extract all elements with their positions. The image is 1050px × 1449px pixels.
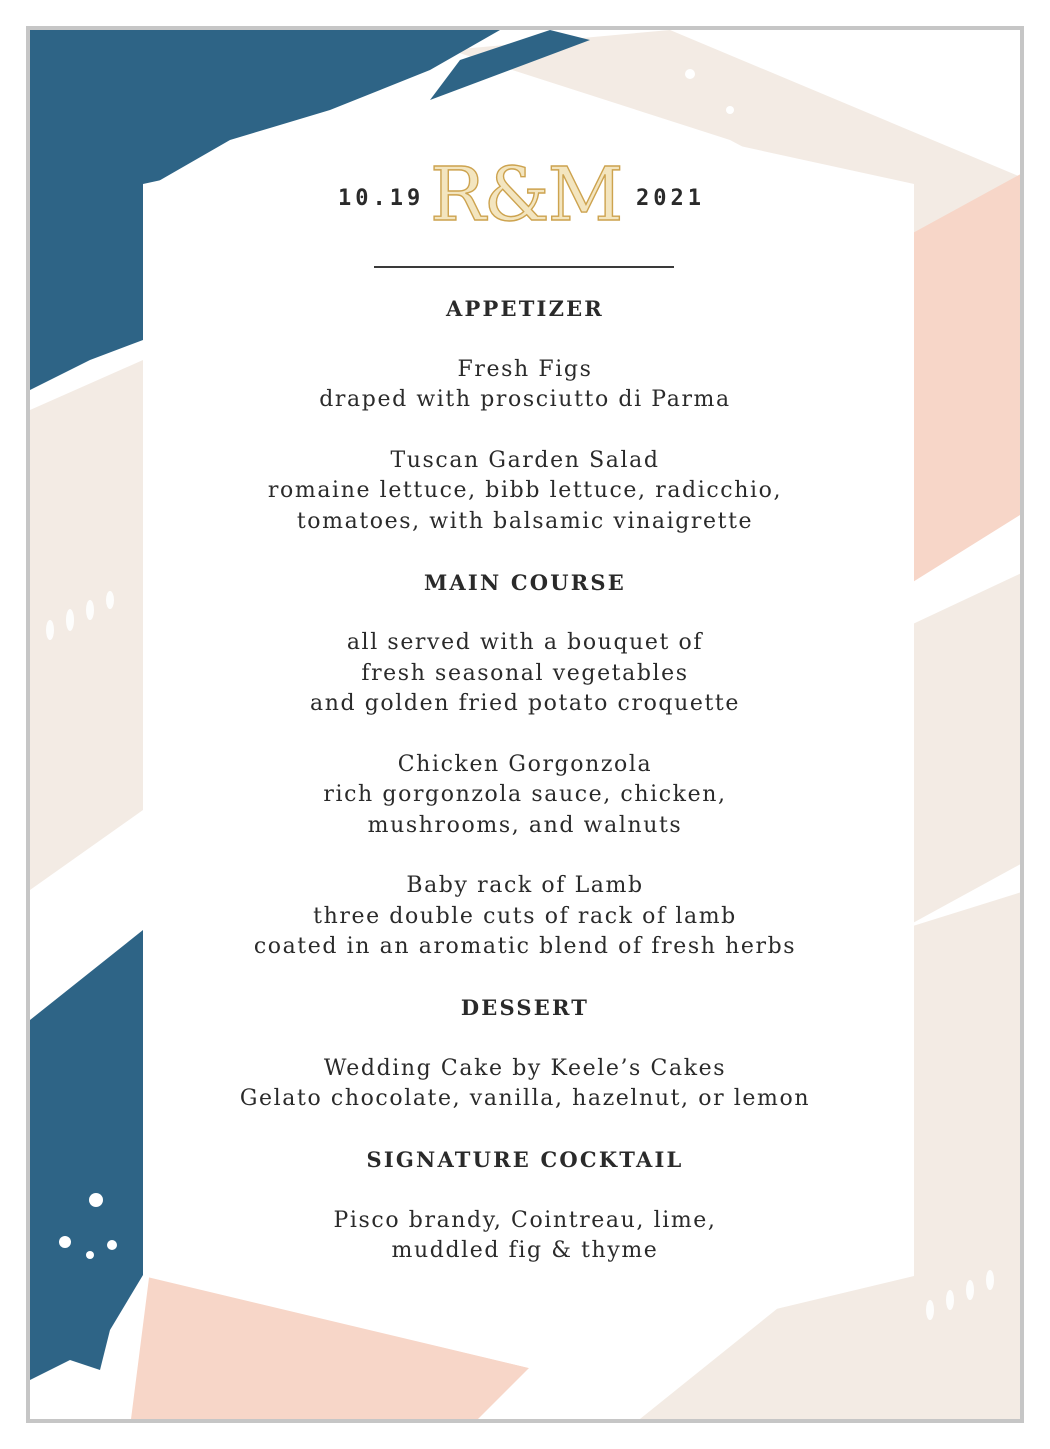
dish-title: Wedding Cake by Keele’s Cakes xyxy=(323,1055,727,1081)
dish-description: rich gorgonzola sauce, chicken, xyxy=(323,782,727,808)
date-year: 2021 xyxy=(636,186,705,211)
splatter-dot xyxy=(726,106,734,114)
menu-list xyxy=(140,294,910,1267)
dish-description: mushrooms, and walnuts xyxy=(367,812,683,838)
dish-description: Gelato chocolate, vanilla, hazelnut, or lemon xyxy=(239,1086,811,1112)
cocktail-description: muddled fig & thyme xyxy=(391,1238,659,1264)
dish-title: Baby rack of Lamb xyxy=(406,873,644,899)
dish-description: romaine lettuce, bibb lettuce, radicchio, xyxy=(267,478,783,504)
dish-description: coated in an aromatic blend of fresh herbs xyxy=(253,934,797,960)
splatter-dot xyxy=(685,69,695,79)
dish-title: Tuscan Garden Salad xyxy=(390,447,660,473)
splatter-dot xyxy=(59,1236,71,1248)
dish-description: draped with prosciutto di Parma xyxy=(319,387,731,413)
dish-description: tomatoes, with balsamic vinaigrette xyxy=(296,508,754,534)
course-note: fresh seasonal vegetables xyxy=(361,660,689,686)
section-heading: DESSERT xyxy=(460,994,590,1020)
splatter-dot xyxy=(86,1251,94,1259)
splatter-dot xyxy=(107,1240,117,1250)
section-heading: MAIN COURSE xyxy=(423,569,626,595)
dish-description: three double cuts of rack of lamb xyxy=(313,903,737,929)
couple-monogram: R&M xyxy=(430,152,622,238)
blush-stroke-right xyxy=(900,170,1024,590)
course-note: all served with a bouquet of xyxy=(346,630,704,656)
header-divider xyxy=(374,266,674,268)
menu-header xyxy=(140,150,910,238)
section-heading: SIGNATURE COCKTAIL xyxy=(366,1146,684,1172)
beige-stroke-right-lower xyxy=(900,570,1024,930)
splatter-dot xyxy=(89,1193,103,1207)
cocktail-description: Pisco brandy, Cointreau, lime, xyxy=(333,1207,717,1233)
dish-title: Fresh Figs xyxy=(457,356,593,382)
date-month-day: 10.19 xyxy=(338,186,425,211)
course-note: and golden fried potato croquette xyxy=(309,691,740,717)
dish-title: Chicken Gorgonzola xyxy=(397,751,653,777)
menu-content xyxy=(140,150,910,1264)
section-heading: APPETIZER xyxy=(446,296,604,321)
navy-stroke-bottom-left xyxy=(30,930,143,1380)
